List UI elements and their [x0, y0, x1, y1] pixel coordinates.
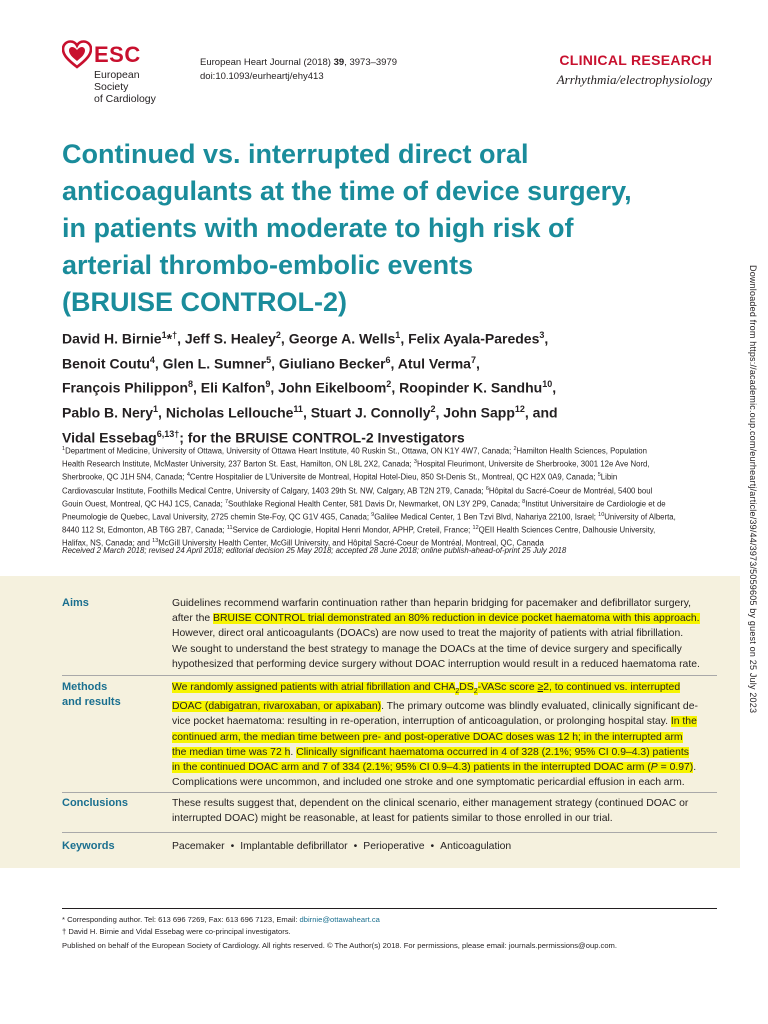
divider	[62, 675, 717, 676]
footnotes	[62, 914, 617, 952]
section-label: CLINICAL RESEARCH	[559, 52, 712, 68]
heart-logo-icon	[62, 40, 92, 70]
email-link[interactable]: dbirnie@ottawaheart.ca	[299, 915, 380, 924]
aims-label: Aims	[62, 597, 89, 609]
keyword-separator: •	[353, 841, 358, 852]
esc-logo	[62, 40, 172, 105]
journal-citation: European Heart Journal (2018) 39, 3973–3979 doi:10.1093/eurheartj/ehy413	[200, 57, 398, 82]
logo-society-name: European Society of Cardiology	[94, 69, 156, 105]
conclusions-label: Conclusions	[62, 797, 129, 809]
download-watermark: Downloaded from https://academic.oup.com/eurheartj/article/39/44/3973/5059605 by guest on 25 July 2023	[748, 265, 758, 714]
divider	[62, 832, 717, 833]
copyright-note: Published on behalf of the European Society of Cardiology. All rights reserved. © The Author(s) 2018. For permissions, please email: journals.permissions@oup.com.	[62, 941, 617, 950]
affiliations: $^1$Department of Medicine, University of Ottawa, University of Ottawa Heart Institute, 40 Ruskin St., Ottawa, ON K1Y 4W7, Canada; $^2$Hamilton Health Sciences, Population Health Research Institute, McMaster University, 237 Barton St. East, Hamilton, ON L8L 2X2, Canada; $^3$Hospital Fleurimont, Universite de Sherbrooke, 3001 12e Ave Nord, Sherbrooke, QC J1H 5N4, Canada; $^4$Centre Hospitalier de L’Universite de Montreal, Hopital Hotel-Dieu, 850 St-Denis St., Montreal, QC H2X 0A9, Canada; $^5$Libin Cardiovascular Institute, Foothills Medical Centre, University of Calgary, 1403 29th St. NW, Calgary, AB T2N 2T9, Canada; $^6$Hôpital du Sacré-Coeur de Montréal, 5400 boul Gouin Ouest, Montreal, QC H4J 1C5, Canada; $^7$Southlake Regional Health Center, 581 Davis Dr, Newmarket, ON L3Y 2P9, Canada; $^8$Institut Universitaire de Cardiologie et de Pneumologie de Quebec, Laval University, 2725 chemin Ste-Foy, QC G1V 4G5, Canada; $^9$Galilee Medical Center, 1 Ben Tzvi Blvd, Nahariya 22100, Israel; $^{10}$University of Alberta, 8440 112 St, Edmonton, AB T6G 2B7, Canada; $^{11}$Service de Cardiologie, Hopital Henri Mondor, APHP, Creteil, France; $^{12}$QEII Health Sciences Centre, Dalhousie University, Halifax, NS, Canada; and $^{13}$McGill University Health Center, McGill University, and Hôpital Sacré-Coeur de Montréal, Montreal, QC, Canada	[62, 446, 676, 548]
keyword: Anticoagulation	[440, 841, 512, 852]
divider	[62, 792, 717, 793]
doi[interactable]: doi:10.1093/eurheartj/ehy413	[200, 71, 324, 82]
keyword-separator: •	[430, 841, 435, 852]
journal-volume: 39	[333, 57, 345, 68]
keyword: Perioperative	[363, 841, 425, 852]
methods-results-label: Methods and results	[62, 681, 121, 708]
methods-results-text: We randomly assigned patients with atrial fibrillation and $CHA_2DS_2$-VASc score ≥2, to continued vs. interrupted DOAC (dabigatran, rivaroxaban, or apixaban). The primary outcome was blindly evaluated, clinically significant de- vice pocket haematoma: resulting in re-operation, interruption of anticoagulation, or prolonging hospital stay. In the continued arm, the median time between pre- and post-operative DOAC doses was 12 h; in the interrupted arm the median time was 72 h. Clinically significant haematoma occurred in 4 of 328 (2.1%; 95% CI 0.9–4.3) patients in the continued DOAC arm and 7 of 334 (2.1%; 95% CI 0.9–4.3) patients in the interrupted DOAC arm (P = 0.97). Complications were uncommon, and included one stroke and one symptomatic pericardial effusion in each arm.	[172, 682, 698, 789]
aims-text: Guidelines recommend warfarin continuation rather than heparin bridging for pacemaker and defibrillator surgery, after the BRUISE CONTROL trial demonstrated an 80% reduction in device pocket haematoma with this approach. However, direct oral anticoagulants (DOACs) are now used to treat the majority of patients with atrial fibrillation. We sought to understand the best strategy to manage the DOACs at the time of device surgery and specifically hypothesized that performing device surgery without DOAC interruption would result in a reduced haematoma rate.	[172, 598, 700, 670]
structured-abstract	[0, 576, 740, 868]
keyword: Implantable defibrillator	[240, 841, 348, 852]
logo-acronym: ESC	[94, 42, 141, 67]
keywords-label: Keywords	[62, 840, 115, 852]
footnote-rule	[62, 908, 717, 909]
conclusions-text: These results suggest that, dependent on the clinical scenario, either management strategy (continued DOAC or interrupted DOAC) might be reasonable, at least for patients similar to those enrolled in our trial.	[172, 798, 689, 825]
subsection-label: Arrhythmia/electrophysiology	[556, 72, 712, 87]
keywords-list	[172, 839, 717, 854]
author-list: David H. Birnie$^1$*†, Jeff S. Healey$^2$, George A. Wells$^1$, Felix Ayala-Paredes$^3$, Benoit Coutu$^4$, Glen L. Sumner$^5$, Giuliano Becker$^6$, Atul Verma$^7$, François Philippon$^8$, Eli Kalfon$^9$, John Eikelboom$^2$, Roopinder K. Sandhu$^{10}$, Pablo B. Nery$^1$, Nicholas Lellouche$^{11}$, Stuart J. Connolly$^2$, John Sapp$^{12}$, and Vidal Essebag$^{6,13\dagger}$; for the BRUISE CONTROL-2 Investigators	[62, 330, 558, 446]
keyword-separator: •	[230, 841, 235, 852]
received-dates: Received 2 March 2018; revised 24 April 2018; editorial decision 25 May 2018; accepted 28 June 2018; online publish-ahead-of-print 25 July 2018	[62, 546, 567, 555]
co-principal-note: † David H. Birnie and Vidal Essebag were co-principal investigators.	[62, 927, 291, 936]
article-title: Continued vs. interrupted direct oral anticoagulants at the time of device surgery, in patients with moderate to high risk of arterial thrombo-embolic events (BRUISE CONTROL-2)	[62, 139, 632, 317]
keyword: Pacemaker	[172, 841, 225, 852]
corresponding-author-note: * Corresponding author. Tel: 613 696 7269, Fax: 613 696 7123, Email: dbirnie@ottawaheart.ca	[62, 915, 380, 924]
